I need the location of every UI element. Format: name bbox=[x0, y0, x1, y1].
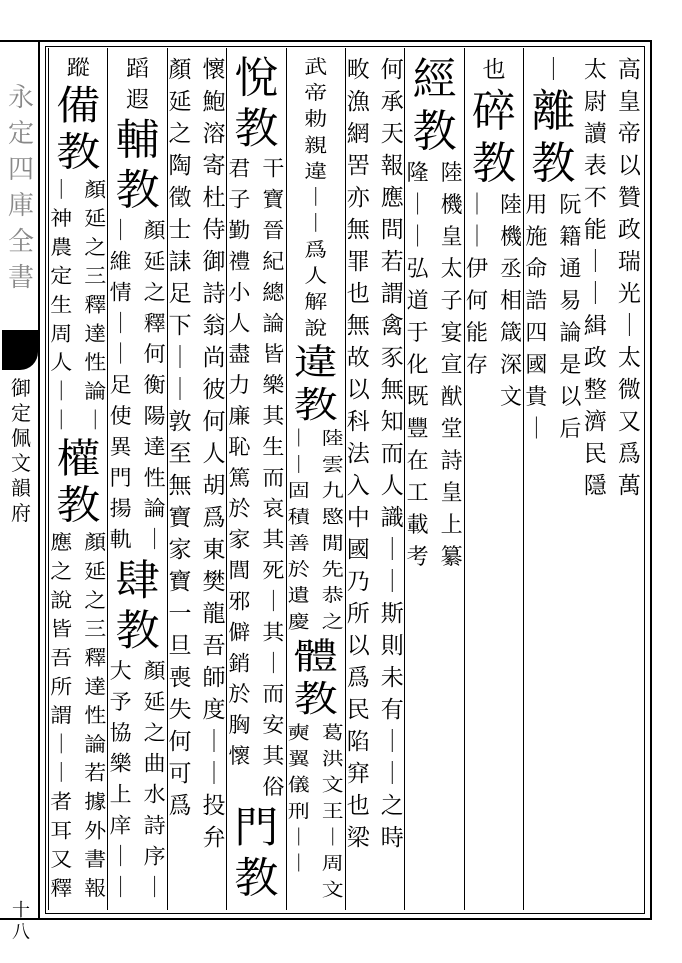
entry-annotation: 顏 延 之 三 釋 達 性 論 若 據 外 書 報 應 之 說 皆 吾 所 謂 ｜ ｜ 者 耳 又 釋 bbox=[50, 532, 107, 901]
text-line: 武 帝 勅 親 違 ｜ ｜ 爲 人 解 說 bbox=[304, 56, 328, 340]
entry-annotation: 阮 籍 通 易 論 是 以 后 用 施 命 誥 四 國 貴 ｜ bbox=[525, 193, 582, 442]
entry-annotation: 顏 延 之 曲 水 詩 序 ｜ 大 予 協 樂 上 庠 ｜ ｜ bbox=[109, 659, 166, 901]
entry-annotation: 葛 洪 文 王 ｜ 周 文 奭 翼 儀 刑 ｜ ｜ bbox=[287, 723, 344, 901]
margin-char: 韻 bbox=[11, 476, 31, 500]
text-line: ｜ bbox=[541, 57, 565, 83]
entry-annotation: 陸 機 皇 太 子 宴 宣 猷 堂 詩 皇 上 纂 隆 ｜ ｜ 弘 道 于 化 既 豐 在 工 載 考 bbox=[406, 161, 463, 570]
text-column bbox=[583, 48, 642, 910]
text-column bbox=[107, 48, 166, 910]
column-content bbox=[227, 54, 285, 904]
margin-char: 八 bbox=[12, 922, 30, 943]
text-line: 蹈 遐 bbox=[126, 56, 150, 113]
text-column bbox=[167, 48, 226, 910]
margin-book-title bbox=[6, 376, 36, 526]
text-line: 顏 延 之 陶 徵 士 誄 足 下 ｜ ｜ 敦 至 無 寶 家 寶 一 旦 喪 失 何 可 爲 bbox=[168, 57, 192, 819]
entry-headword: 權 教 bbox=[56, 435, 101, 529]
entry-headword: 離 教 bbox=[531, 86, 576, 189]
text-line: 高 皇 帝 以 贊 政 瑞 光 ｜ 太 微 又 爲 萬 bbox=[617, 57, 641, 499]
text-line: 何 承 天 報 應 問 若 謂 禽 豕 無 知 而 人 識 ｜ ｜ 斯 則 未 有 ｜ ｜ 之 時 bbox=[380, 57, 404, 851]
text-line: 懷 鮑 溶 寄 杜 侍 御 詩 翁 尚 彼 何 人 胡 爲 東 樊 龍 吾 師 度 ｜ ｜ 投 弁 bbox=[202, 57, 226, 851]
margin-char: 書 bbox=[7, 263, 34, 293]
text-columns bbox=[48, 48, 642, 910]
text-line: 蹤 bbox=[66, 56, 90, 81]
text-column bbox=[404, 48, 463, 910]
entry-headword: 肆 教 bbox=[115, 556, 160, 656]
entry-headword: 違 教 bbox=[293, 341, 338, 426]
column-content bbox=[168, 54, 226, 854]
column-content bbox=[405, 54, 463, 574]
margin-char: 御 bbox=[11, 376, 31, 400]
text-column bbox=[345, 48, 404, 910]
entry-annotation: 干 寶 晉 紀 總 論 皆 樂 其 生 而 哀 其 死 ｜ 其 ｜ 而 安 其 俗 君 子 勤 禮 小 人 盡 力 廉 恥 篤 於 家 閭 邪 僻 銷 於 胸 懷 bbox=[228, 157, 285, 800]
entry-headword: 經 教 bbox=[412, 54, 457, 157]
margin-char: 十 bbox=[12, 900, 30, 921]
text-column bbox=[523, 48, 582, 910]
entry-headword: 門 教 bbox=[234, 803, 279, 904]
entry-annotation: 陸 雲 九 愍 閒 先 恭 之 ｜ ｜ 固 積 善 於 遺 慶 bbox=[287, 429, 344, 633]
text-line: 也 bbox=[482, 57, 506, 83]
margin-fishtail-mark bbox=[2, 330, 38, 370]
column-content bbox=[108, 54, 166, 904]
column-content bbox=[49, 54, 107, 904]
margin-page-number bbox=[6, 900, 36, 944]
margin-char: 定 bbox=[11, 401, 31, 425]
entry-headword: 輔 教 bbox=[115, 115, 160, 216]
margin-char: 文 bbox=[11, 451, 31, 475]
entry-headword: 體 教 bbox=[293, 635, 338, 721]
text-column bbox=[286, 48, 345, 910]
entry-headword: 悅 教 bbox=[234, 54, 279, 154]
margin-char: 府 bbox=[11, 501, 31, 525]
margin-top-fragment bbox=[6, 80, 36, 330]
text-line: 太 尉 讀 表 不 能 ｜ ｜ 緝 政 整 濟 民 隱 bbox=[583, 57, 607, 499]
text-column bbox=[48, 48, 107, 910]
margin-char: 佩 bbox=[11, 426, 31, 450]
text-column bbox=[226, 48, 285, 910]
entry-annotation: 顏 延 之 三 釋 達 性 論 ｜ ｜ 神 農 定 生 周 人 ｜ ｜ bbox=[50, 179, 107, 433]
margin-char: 永 bbox=[7, 83, 34, 113]
column-content bbox=[287, 54, 345, 904]
text-line: 畋 漁 網 罟 亦 無 罪 也 無 故 以 科 法 入 中 國 乃 所 以 爲 民 陷 穽 也 梁 bbox=[346, 57, 370, 851]
text-column bbox=[464, 48, 523, 910]
entry-annotation: 顏 延 之 釋 何 衡 陽 達 性 論 ｜ ｜ 維 情 ｜ ｜ 足 使 異 門 揚 軌 bbox=[109, 219, 166, 553]
entry-annotation: 陸 機 丞 相 箴 深 文 ｜ ｜ 伊 何 能 存 bbox=[466, 193, 523, 410]
margin-char: 四 bbox=[7, 155, 34, 185]
margin-char: 定 bbox=[7, 119, 34, 149]
entry-headword: 碎 教 bbox=[472, 86, 516, 189]
column-content bbox=[346, 54, 404, 854]
page-margin bbox=[0, 40, 40, 943]
entry-headword: 備 教 bbox=[56, 82, 101, 176]
margin-char: 庫 bbox=[7, 191, 34, 221]
margin-char: 全 bbox=[7, 227, 34, 257]
column-content bbox=[524, 54, 582, 446]
column-content bbox=[583, 54, 642, 502]
column-content bbox=[465, 54, 523, 414]
